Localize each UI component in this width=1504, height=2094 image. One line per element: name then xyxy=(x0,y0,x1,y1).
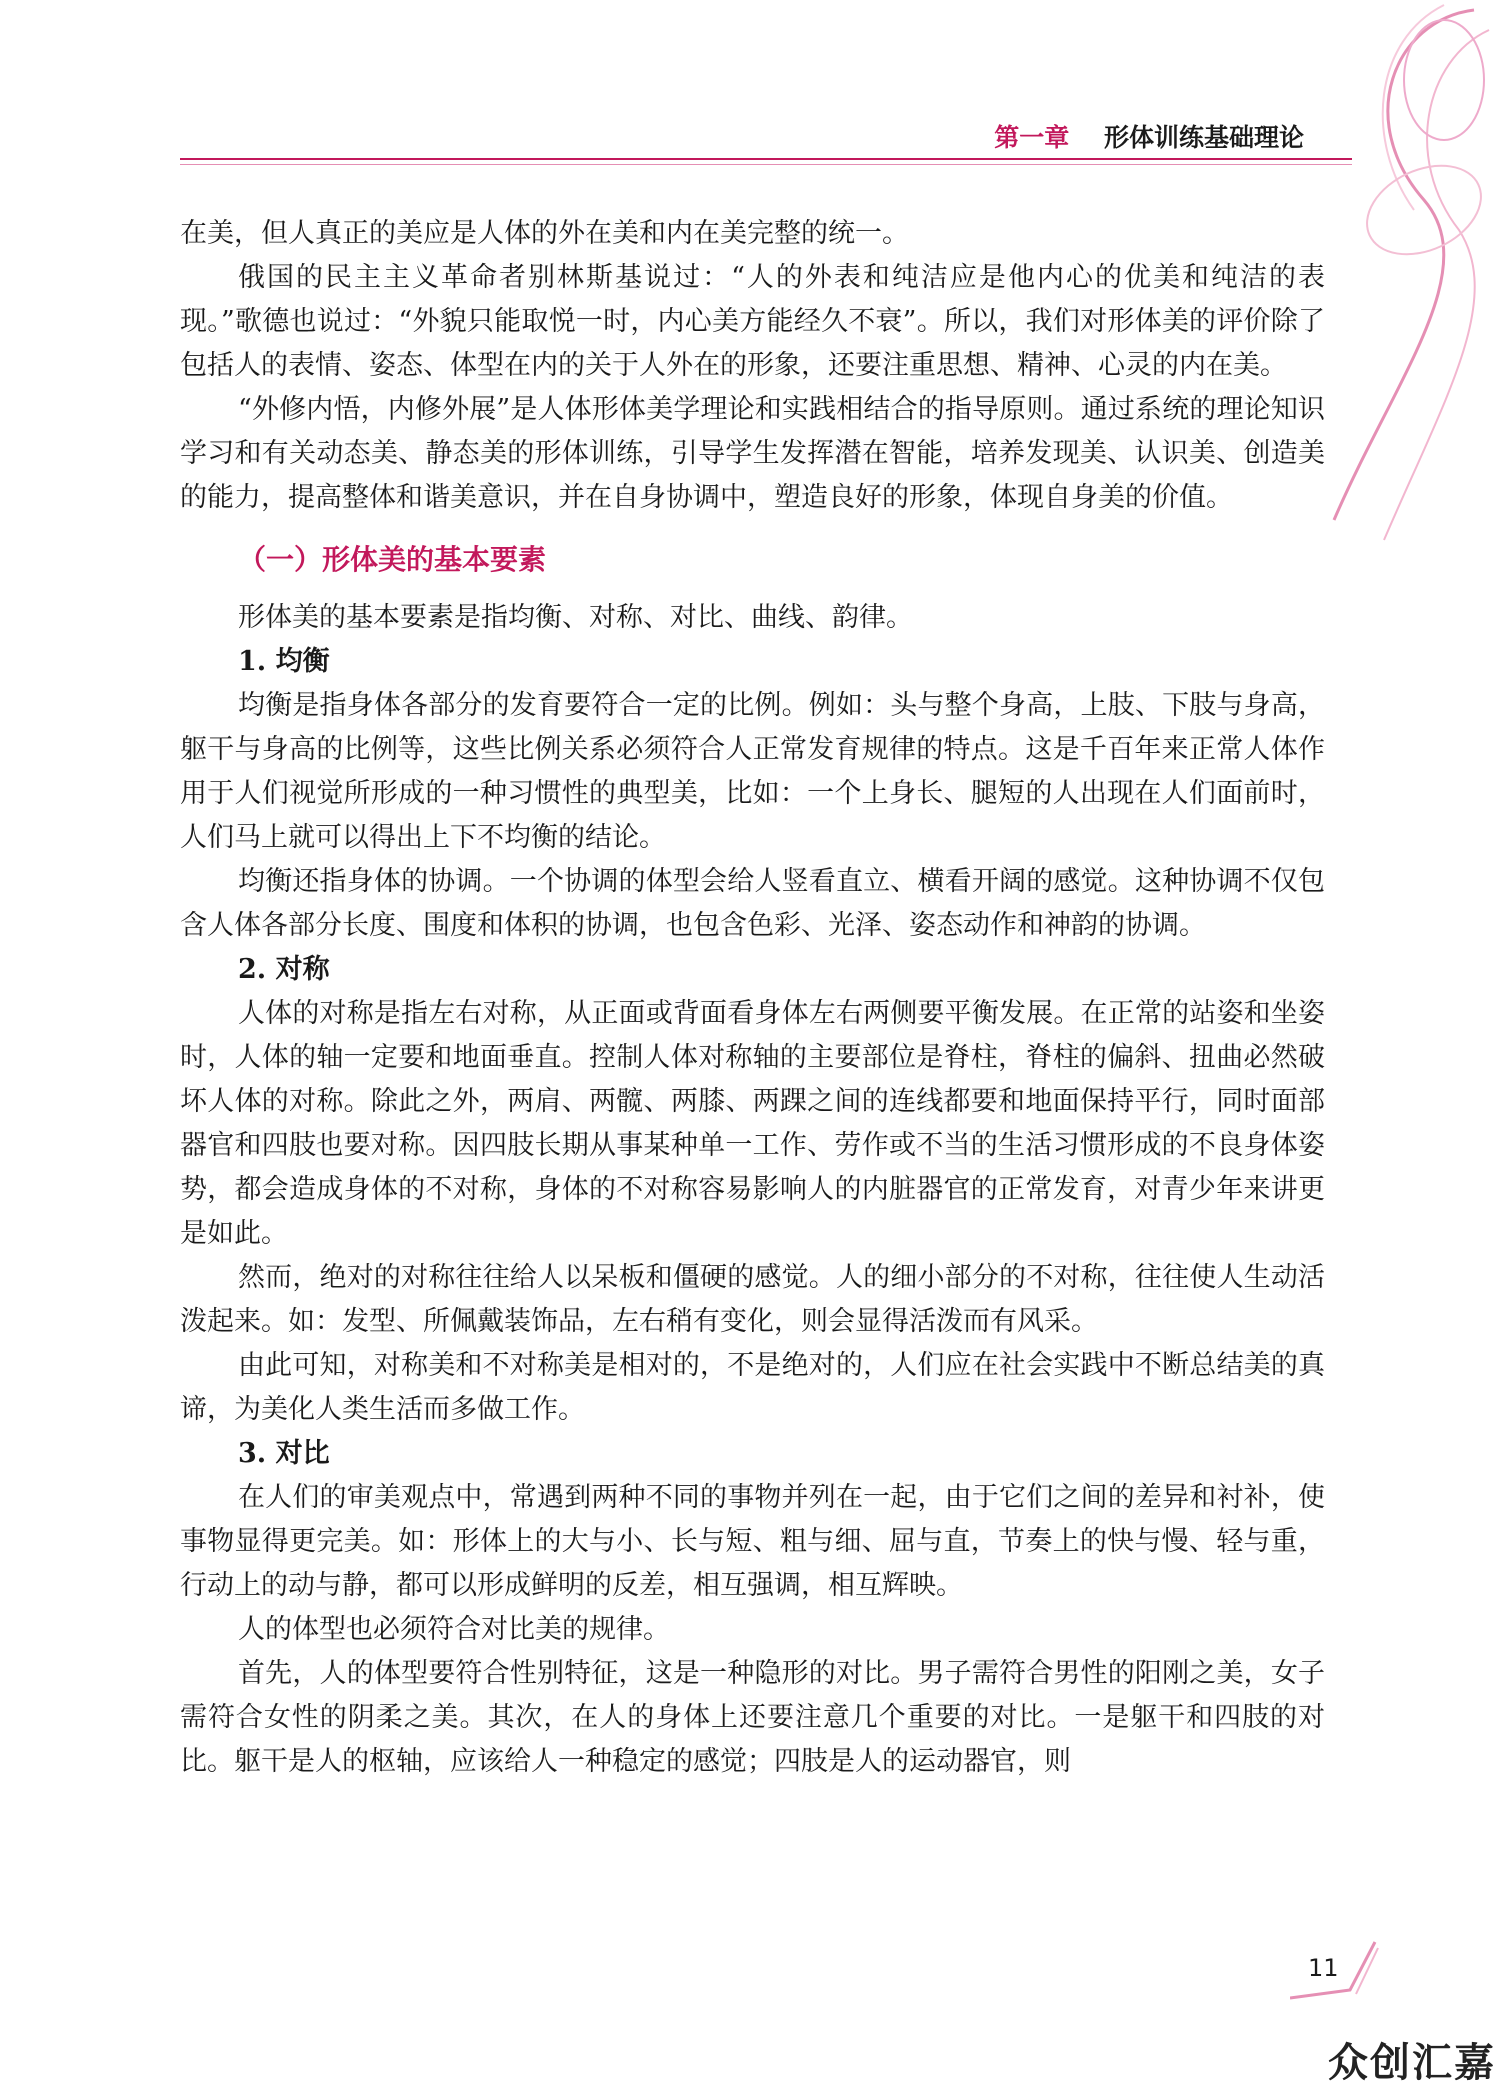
paragraph: 在人们的审美观点中，常遇到两种不同的事物并列在一起，由于它们之间的差异和衬补，使事物显得更完美。如：形体上的大与小、长与短、粗与细、屈与直，节奏上的快与慢、轻与重，行动上的动与静，都可以形成鲜明的反差，相互强调，相互辉映。 xyxy=(180,1482,1325,1601)
paragraph: 在美，但人真正的美应是人体的外在美和内在美完整的统一。 xyxy=(180,218,909,249)
page-number: 11 xyxy=(1308,1954,1339,1982)
running-header xyxy=(180,118,1354,158)
paragraph: 均衡是指身体各部分的发育要符合一定的比例。例如：头与整个身高，上肢、下肢与身高，躯干与身高的比例等，这些比例关系必须符合人正常发育规律的特点。这是千百年来正常人体作用于人们视觉所形成的一种习惯性的典型美，比如：一个上身长、腿短的人出现在人们面前时，人们马上就可以得出上下不均衡的结论。 xyxy=(180,690,1325,853)
paragraph: 由此可知，对称美和不对称美是相对的，不是绝对的，人们应在社会实践中不断总结美的真谛，为美化人类生活而多做工作。 xyxy=(180,1350,1325,1425)
subsection-heading-contrast: 3. 对比 xyxy=(238,1438,330,1469)
paragraph: 人体的对称是指左右对称，从正面或背面看身体左右两侧要平衡发展。在正常的站姿和坐姿时，人体的轴一定要和地面垂直。控制人体对称轴的主要部位是脊柱，脊柱的偏斜、扭曲必然破坏人体的对称。除此之外，两肩、两髋、两膝、两踝之间的连线都要和地面保持平行，同时面部器官和四肢也要对称。因四肢长期从事某种单一工作、劳作或不当的生活习惯形成的不良身体姿势，都会造成身体的不对称，身体的不对称容易影响人的内脏器官的正常发育，对青少年来讲更是如此。 xyxy=(180,998,1325,1249)
watermark: 众创汇嘉 xyxy=(1328,2040,1496,2086)
subsection-heading-balance: 1. 均衡 xyxy=(238,646,330,677)
header-rule xyxy=(180,158,1352,160)
chapter-label: 第一章 xyxy=(994,123,1070,152)
section-heading: （一）形体美的基本要素 xyxy=(238,543,547,576)
page-body xyxy=(180,212,1325,1784)
paragraph: 首先，人的体型要符合性别特征，这是一种隐形的对比。男子需符合男性的阳刚之美，女子需符合女性的阴柔之美。其次，在人的身体上还要注意几个重要的对比。一是躯干和四肢的对比。躯干是人的枢轴，应该给人一种稳定的感觉；四肢是人的运动器官，则 xyxy=(180,1658,1325,1777)
paragraph: 均衡还指身体的协调。一个协调的体型会给人竖看直立、横看开阔的感觉。这种协调不仅包含人体各部分长度、围度和体积的协调，也包含色彩、光泽、姿态动作和神韵的协调。 xyxy=(180,866,1325,941)
header-rule-thin xyxy=(180,164,1352,165)
paragraph: 俄国的民主主义革命者别林斯基说过：“人的外表和纯洁应是他内心的优美和纯洁的表现。”歌德也说过：“外貌只能取悦一时，内心美方能经久不衰”。所以，我们对形体美的评价除了包括人的表情、姿态、体型在内的关于人外在的形象，还要注重思想、精神、心灵的内在美。 xyxy=(180,262,1325,381)
paragraph: 形体美的基本要素是指均衡、对称、对比、曲线、韵律。 xyxy=(238,602,913,633)
paragraph: 人的体型也必须符合对比美的规律。 xyxy=(238,1614,670,1645)
subsection-heading-symmetry: 2. 对称 xyxy=(238,954,330,985)
chapter-title: 形体训练基础理论 xyxy=(1103,123,1304,152)
paragraph: 然而，绝对的对称往往给人以呆板和僵硬的感觉。人的细小部分的不对称，往往使人生动活泼起来。如：发型、所佩戴装饰品，左右稍有变化，则会显得活泼而有风采。 xyxy=(180,1262,1325,1337)
paragraph: “外修内悟，内修外展”是人体形体美学理论和实践相结合的指导原则。通过系统的理论知识学习和有关动态美、静态美的形体训练，引导学生发挥潜在智能，培养发现美、认识美、创造美的能力，提高整体和谐美意识，并在自身协调中，塑造良好的形象，体现自身美的价值。 xyxy=(180,394,1325,513)
